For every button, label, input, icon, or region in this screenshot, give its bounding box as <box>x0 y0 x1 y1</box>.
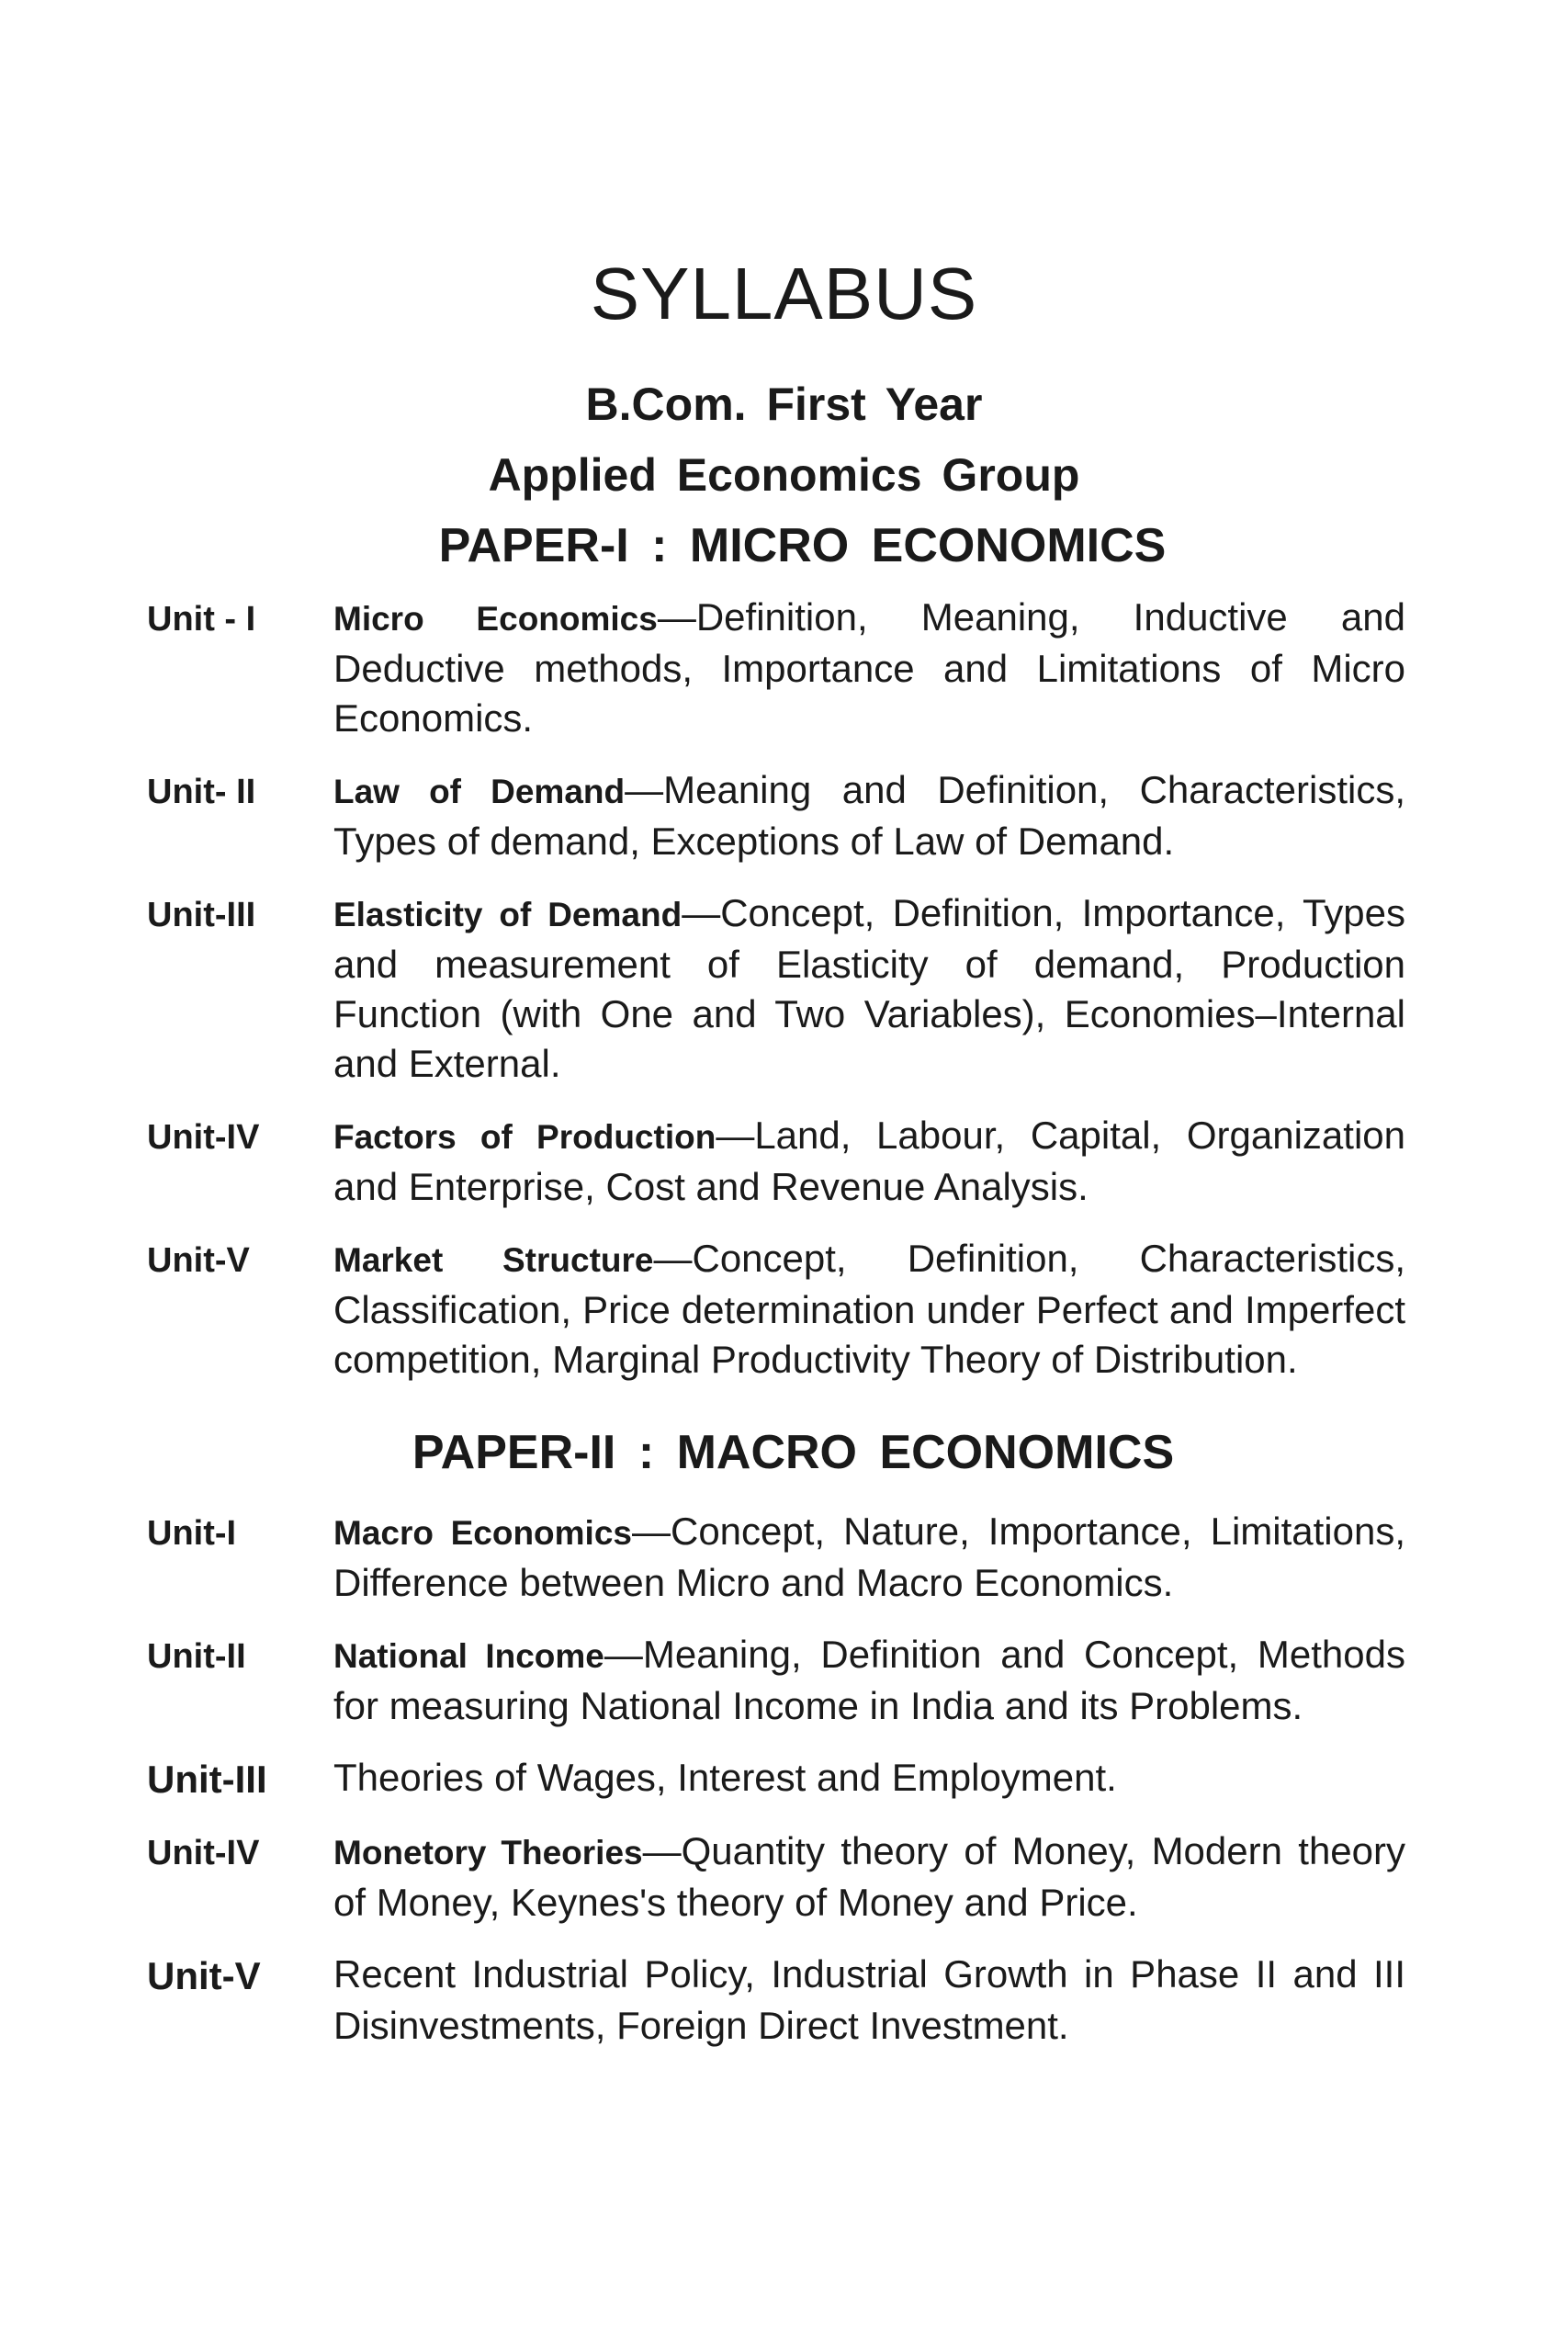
unit-description <box>333 888 1405 1089</box>
unit-label: Unit-III <box>147 896 256 934</box>
unit-label: Unit-IV <box>147 1118 260 1157</box>
unit-label: Unit-V <box>147 1241 250 1280</box>
unit-row <box>147 888 1405 1089</box>
unit-details: —Concept, Nature, Importance, Limitations, Difference between Micro and Macro Economics. <box>333 1510 1405 1604</box>
paper-2-heading: PAPER-II : MACRO ECONOMICS <box>412 1426 1175 1479</box>
unit-row <box>147 1630 1405 1731</box>
unit-row <box>147 1234 1405 1385</box>
unit-topic: National Income <box>333 1637 604 1675</box>
unit-details: —Definition, Meaning, Inductive and Deductive methods, Importance and Limitations of Micro Economics. <box>333 595 1406 740</box>
unit-details: —Meaning, Definition and Concept, Methods for measuring National Income in India and its Problems. <box>333 1633 1405 1727</box>
unit-topic: Monetory Theories <box>333 1834 643 1871</box>
unit-topic: Factors of Production <box>333 1118 716 1156</box>
unit-label: Unit-II <box>147 1637 246 1676</box>
unit-row <box>147 1111 1405 1212</box>
unit-label: Unit-V <box>147 1954 261 1997</box>
unit-row <box>147 1753 1405 1804</box>
unit-row <box>147 765 1405 866</box>
paper-2-units <box>147 1507 1405 2073</box>
page-title: SYLLABUS <box>590 253 978 334</box>
unit-details: —Quantity theory of Money, Modern theory of Money, Keynes's theory of Money and Price. <box>333 1829 1406 1924</box>
unit-description <box>333 1753 1405 1804</box>
unit-details: Recent Industrial Policy, Industrial Growth in Phase II and III Disinvestments, Foreign Direct Investment. <box>333 1952 1405 2047</box>
unit-description <box>333 1826 1405 1928</box>
unit-description <box>333 1234 1405 1385</box>
unit-topic: Macro Economics <box>333 1514 632 1552</box>
group-subtitle: Applied Economics Group <box>488 449 1080 501</box>
course-subtitle: B.Com. First Year <box>585 379 983 430</box>
unit-row <box>147 1507 1405 1608</box>
unit-details: —Concept, Definition, Importance, Types and measurement of Elasticity of demand, Production Function (with One and Two Variables), Economies–Internal and External. <box>333 891 1405 1085</box>
unit-topic: Market Structure <box>333 1241 654 1279</box>
unit-label: Unit - I <box>147 600 256 639</box>
unit-details: —Meaning and Definition, Characteristics, Types of demand, Exceptions of Law of Demand. <box>333 768 1405 863</box>
unit-description <box>333 593 1405 743</box>
unit-topic: Elasticity of Demand <box>333 896 682 933</box>
unit-label: Unit-III <box>147 1758 267 1801</box>
unit-row <box>147 593 1405 743</box>
unit-label: Unit-IV <box>147 1834 260 1872</box>
unit-description <box>333 1950 1405 2051</box>
unit-row <box>147 1826 1405 1928</box>
unit-label: Unit- II <box>147 773 256 811</box>
unit-row <box>147 1950 1405 2051</box>
paper-1-heading: PAPER-I : MICRO ECONOMICS <box>438 519 1167 572</box>
unit-details: Theories of Wages, Interest and Employment. <box>333 1756 1117 1799</box>
unit-topic: Micro Economics <box>333 600 658 638</box>
unit-description <box>333 1630 1405 1731</box>
unit-description <box>333 1111 1405 1212</box>
unit-description <box>333 1507 1405 1608</box>
unit-label: Unit-I <box>147 1514 237 1553</box>
unit-details: —Concept, Definition, Characteristics, Classification, Price determination under Perfect and Imperfect competition, Marginal Productivity Theory of Distribution. <box>333 1237 1405 1381</box>
unit-details: —Land, Labour, Capital, Organization and Enterprise, Cost and Revenue Analysis. <box>333 1114 1405 1208</box>
unit-description <box>333 765 1405 866</box>
unit-topic: Law of Demand <box>333 773 626 810</box>
paper-1-units <box>147 593 1405 1407</box>
